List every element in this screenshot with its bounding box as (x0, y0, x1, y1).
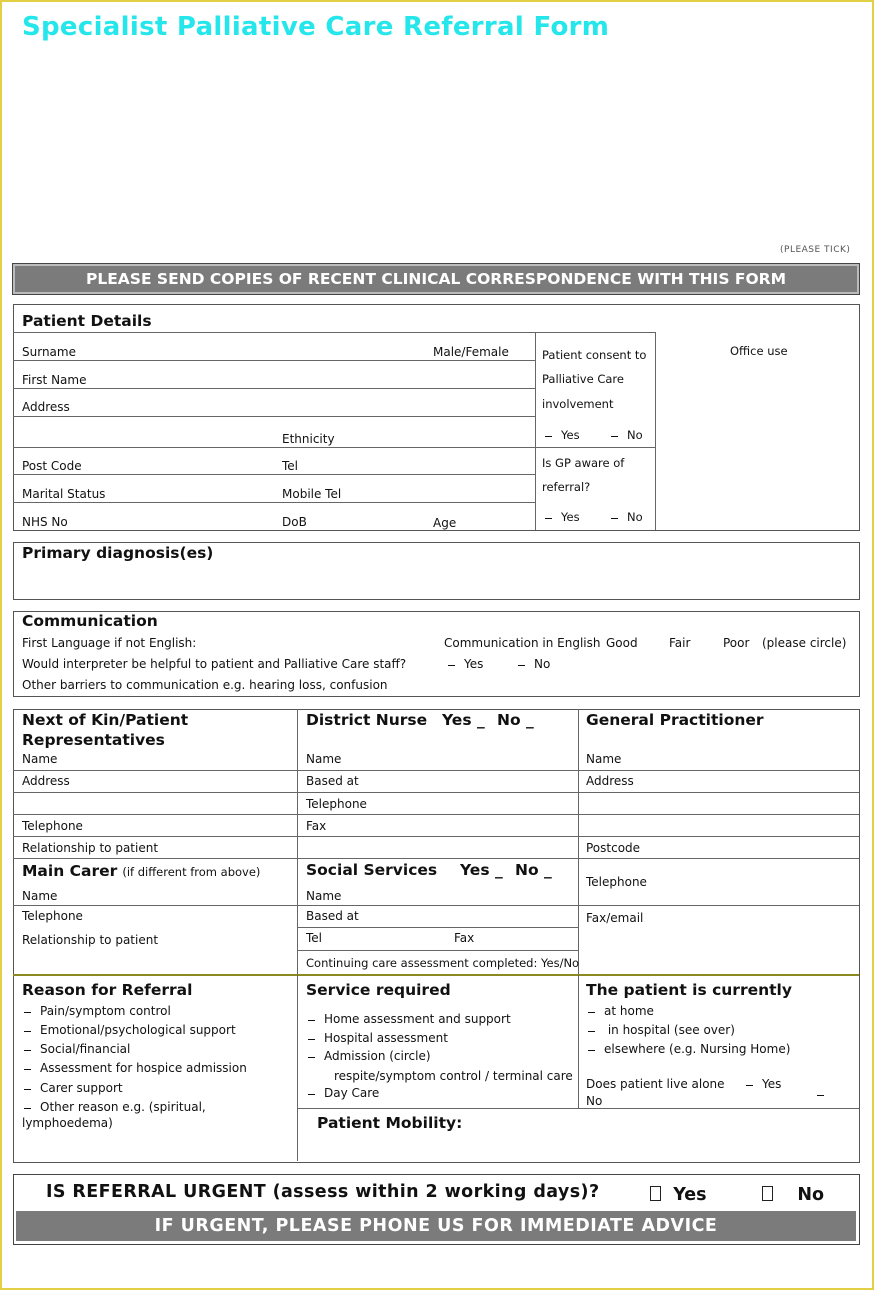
consent-yes-option[interactable]: Yes (545, 428, 580, 442)
gp-address-field[interactable]: Address (586, 774, 634, 788)
carer-name-field[interactable]: Name (22, 889, 58, 903)
currently-heading: The patient is currently (586, 981, 792, 999)
urgent-yes-option[interactable]: Yes (650, 1185, 707, 1205)
circle-note: (please circle) (762, 636, 847, 650)
tick-box-icon (588, 1012, 595, 1013)
dob-field[interactable]: DoB (282, 515, 307, 529)
tick-box-icon (588, 1050, 595, 1051)
carer-telephone-field[interactable]: Telephone (22, 909, 83, 923)
tick-box-icon (611, 518, 618, 519)
nok-heading: Representatives (22, 731, 165, 749)
social-services-heading: Social Services (306, 861, 438, 879)
urgent-no-option[interactable]: No (762, 1185, 824, 1205)
gp-fax-email-field[interactable]: Fax/email (586, 911, 644, 925)
tick-box-icon (24, 1089, 31, 1090)
surname-field[interactable]: Surname (22, 345, 76, 359)
tick-box-icon (545, 436, 552, 437)
urgent-question: IS REFERRAL URGENT (assess within 2 working days)? (46, 1182, 600, 1202)
carer-relationship-field[interactable]: Relationship to patient (22, 933, 159, 947)
service-option[interactable]: Hospital assessment (308, 1031, 448, 1045)
continuing-care-field[interactable]: Continuing care assessment completed: Yes/No (306, 956, 580, 970)
admission-detail[interactable]: respite/symptom control / terminal care (334, 1069, 573, 1083)
address-field[interactable]: Address (22, 400, 70, 414)
comm-english-label: Communication in English (444, 636, 601, 650)
interpreter-yes-option[interactable]: Yes (448, 657, 483, 671)
reason-option[interactable]: Emotional/psychological support (24, 1023, 236, 1037)
gp-aware-label: Is GP aware of (542, 456, 625, 470)
tick-box-icon (448, 665, 455, 666)
patient-details-heading: Patient Details (22, 312, 152, 330)
office-use-label: Office use (730, 344, 788, 358)
tick-box-icon (24, 1012, 31, 1013)
nok-name-field[interactable]: Name (22, 752, 58, 766)
reason-option[interactable]: Other reason e.g. (spiritual, (24, 1100, 206, 1114)
reason-option[interactable]: Social/financial (24, 1042, 130, 1056)
tick-box-icon (24, 1031, 31, 1032)
live-alone-yes-option[interactable]: Yes (746, 1077, 781, 1091)
gp-telephone-field[interactable]: Telephone (586, 875, 647, 889)
correspondence-banner: PLEASE SEND COPIES OF RECENT CLINICAL CORRESPONDENCE WITH THIS FORM (12, 263, 860, 295)
social-services-no-option[interactable]: No _ (515, 861, 552, 879)
diagnosis-heading: Primary diagnosis(es) (22, 544, 214, 562)
tick-box-icon (611, 436, 618, 437)
fair-option[interactable]: Fair (669, 636, 691, 650)
nok-address-field[interactable]: Address (22, 774, 70, 788)
dn-based-at-field[interactable]: Based at (306, 774, 359, 788)
interpreter-no-option[interactable]: No (518, 657, 550, 671)
main-carer-heading: Main Carer (if different from above) (22, 862, 261, 880)
please-tick-note: (PLEASE TICK) (780, 245, 851, 255)
service-option[interactable]: Day Care (308, 1086, 379, 1100)
dn-name-field[interactable]: Name (306, 752, 342, 766)
form-title: Specialist Palliative Care Referral Form (22, 12, 610, 42)
reason-other-continued: lymphoedema) (22, 1116, 113, 1130)
dn-telephone-field[interactable]: Telephone (306, 797, 367, 811)
first-name-field[interactable]: First Name (22, 373, 87, 387)
good-option[interactable]: Good (606, 636, 638, 650)
currently-option[interactable]: in hospital (see over) (588, 1023, 735, 1037)
district-nurse-yes-option[interactable]: Yes _ (442, 711, 485, 729)
gp-aware-label: referral? (542, 480, 591, 494)
age-field[interactable]: Age (433, 516, 457, 530)
tick-box-icon (308, 1039, 315, 1040)
first-language-field[interactable]: First Language if not English: (22, 636, 197, 650)
poor-option[interactable]: Poor (723, 636, 750, 650)
tick-box-icon (518, 665, 525, 666)
gp-aware-no-option[interactable]: No (611, 510, 643, 524)
tick-box-icon (24, 1050, 31, 1051)
consent-no-option[interactable]: No (611, 428, 643, 442)
ss-name-field[interactable]: Name (306, 889, 342, 903)
social-services-yes-option[interactable]: Yes _ (460, 861, 503, 879)
marital-status-field[interactable]: Marital Status (22, 487, 106, 501)
interpreter-question: Would interpreter be helpful to patient and Palliative Care staff? (22, 657, 407, 671)
urgent-advice-banner: IF URGENT, PLEASE PHONE US FOR IMMEDIATE ADVICE (16, 1211, 856, 1241)
patient-details-section (13, 304, 860, 531)
currently-option[interactable]: at home (588, 1004, 654, 1018)
tick-box-icon (817, 1095, 824, 1096)
currently-option[interactable]: elsewhere (e.g. Nursing Home) (588, 1042, 790, 1056)
post-code-field[interactable]: Post Code (22, 459, 82, 473)
dn-fax-field[interactable]: Fax (306, 819, 327, 833)
live-alone-no-option[interactable]: No (586, 1094, 603, 1108)
service-option[interactable]: Home assessment and support (308, 1012, 511, 1026)
tick-box-icon (24, 1069, 31, 1070)
tick-box-icon (308, 1094, 315, 1095)
consent-label: involvement (542, 397, 614, 411)
reason-option[interactable]: Carer support (24, 1081, 123, 1095)
consent-label: Patient consent to (542, 348, 647, 362)
gp-aware-yes-option[interactable]: Yes (545, 510, 580, 524)
reason-option[interactable]: Pain/symptom control (24, 1004, 171, 1018)
tick-box-icon (24, 1108, 31, 1109)
sex-field[interactable]: Male/Female (433, 345, 509, 359)
barriers-field[interactable]: Other barriers to communication e.g. hearing loss, confusion (22, 678, 388, 692)
tick-box-icon (746, 1085, 753, 1086)
ss-tel-field[interactable]: Tel (306, 931, 323, 945)
ss-fax-field[interactable]: Fax (454, 931, 475, 945)
ethnicity-field[interactable]: Ethnicity (282, 432, 335, 446)
checkbox-icon (762, 1186, 773, 1201)
consent-label: Palliative Care (542, 372, 624, 386)
nok-telephone-field[interactable]: Telephone (22, 819, 83, 833)
nok-relationship-field[interactable]: Relationship to patient (22, 841, 159, 855)
ss-based-at-field[interactable]: Based at (306, 909, 359, 923)
tick-box-icon (308, 1057, 315, 1058)
service-heading: Service required (306, 981, 451, 999)
tick-box-icon (308, 1020, 315, 1021)
tel-field[interactable]: Tel (282, 459, 299, 473)
live-alone-question: Does patient live alone (586, 1077, 725, 1091)
gp-heading: General Practitioner (586, 711, 764, 729)
tick-box-icon (588, 1031, 595, 1032)
tick-box-icon (545, 518, 552, 519)
checkbox-icon (650, 1186, 661, 1201)
nhs-no-field[interactable]: NHS No (22, 515, 68, 529)
mobility-heading: Patient Mobility: (317, 1114, 463, 1132)
nok-heading: Next of Kin/Patient (22, 711, 189, 729)
reason-option[interactable]: Assessment for hospice admission (24, 1061, 247, 1075)
service-option[interactable]: Admission (circle) (308, 1049, 431, 1063)
district-nurse-no-option[interactable]: No _ (497, 711, 534, 729)
communication-heading: Communication (22, 612, 158, 630)
district-nurse-heading: District Nurse (306, 711, 428, 729)
gp-name-field[interactable]: Name (586, 752, 622, 766)
mobile-tel-field[interactable]: Mobile Tel (282, 487, 342, 501)
gp-postcode-field[interactable]: Postcode (586, 841, 641, 855)
reason-heading: Reason for Referral (22, 981, 193, 999)
